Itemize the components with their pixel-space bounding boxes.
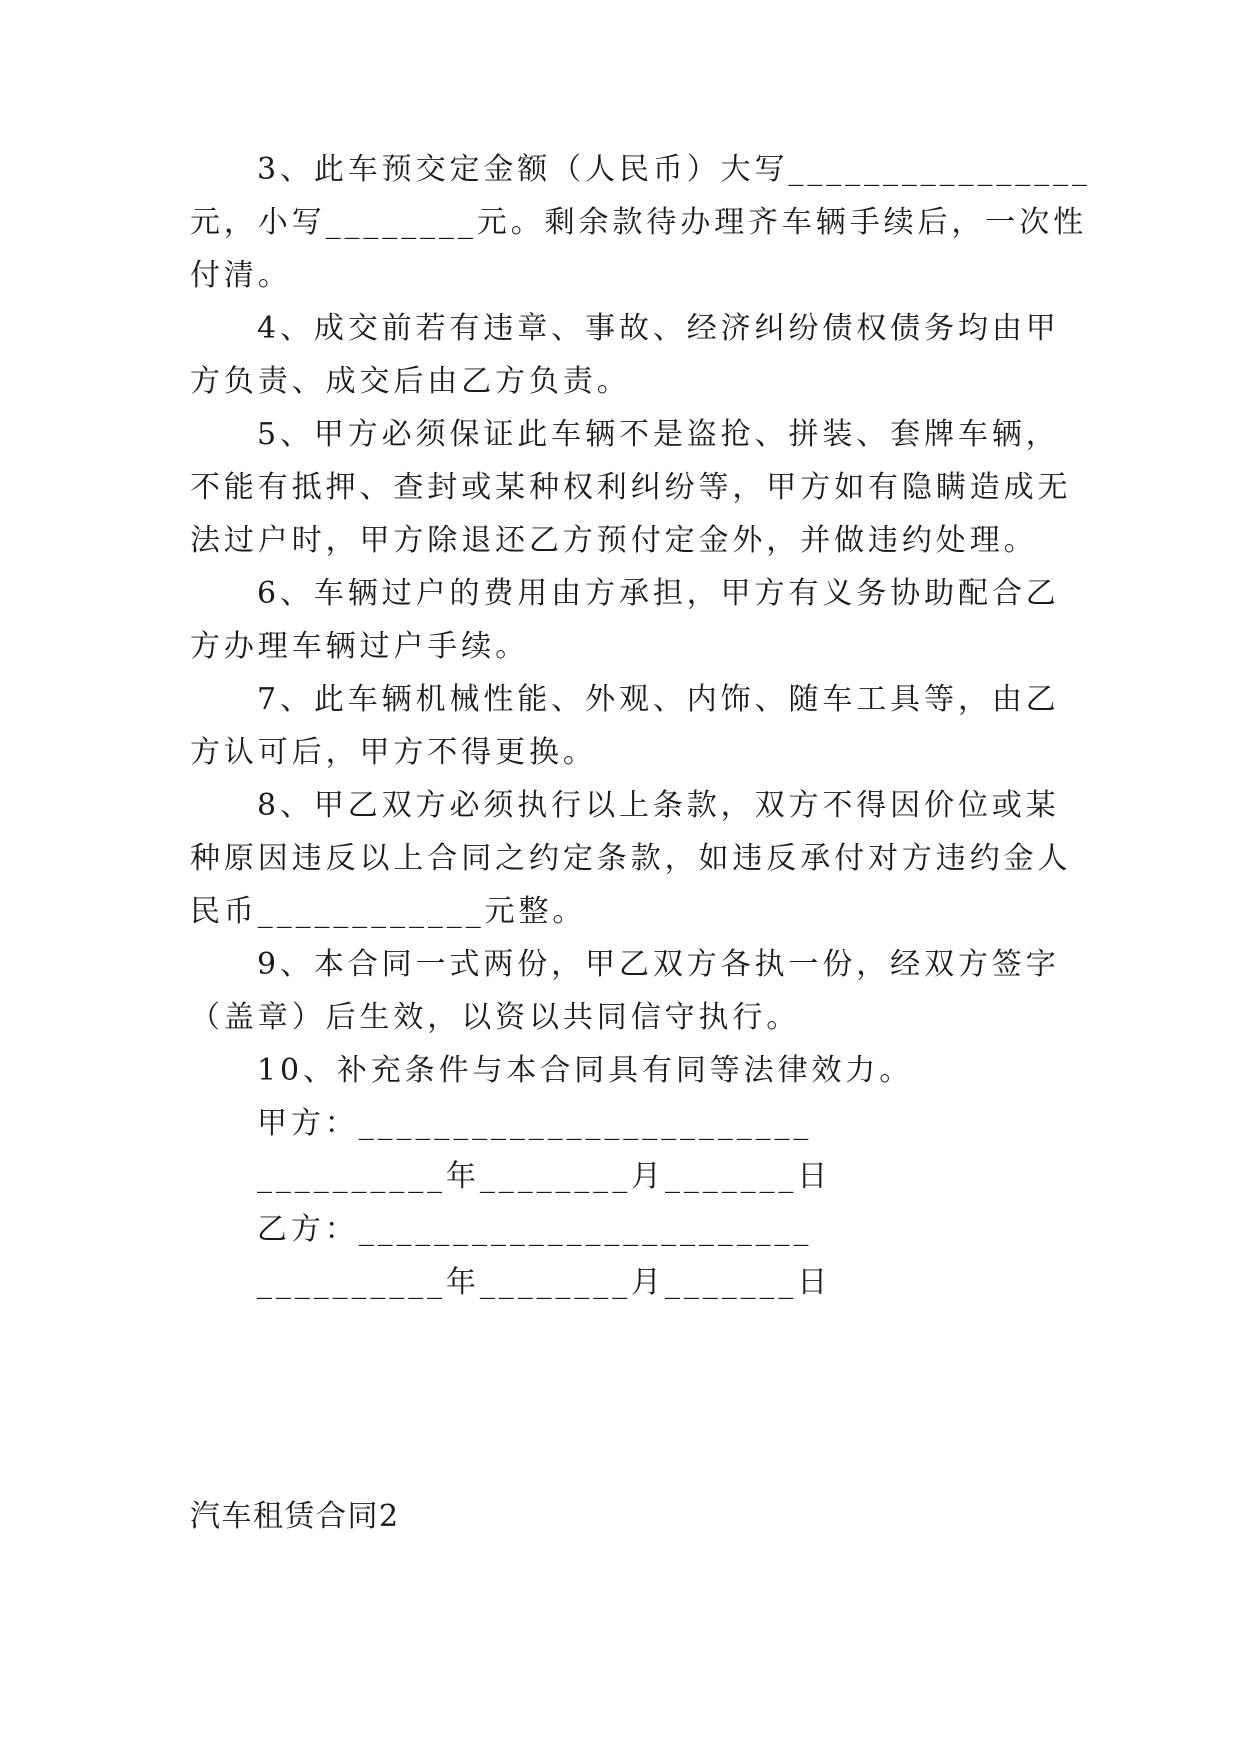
clause-5-line-3: 法过户时，甲方除退还乙方预付定金外，并做违约处理。 [190, 523, 1038, 558]
clause-4-line-1: 4、成交前若有违章、事故、经济纠纷债权债务均由甲 [257, 311, 1060, 346]
party-a-date: __________年________月_______日 [257, 1159, 832, 1194]
clause-3-line-3: 付清。 [190, 258, 292, 293]
clause-6-line-2: 方办理车辆过户手续。 [190, 629, 529, 664]
party-b-date: __________年________月_______日 [257, 1265, 832, 1300]
clause-7-line-2: 方认可后，甲方不得更换。 [190, 735, 597, 770]
clause-4-line-2: 方负责、成交后由乙方负责。 [190, 364, 631, 399]
party-a-signature: 甲方：________________________ [257, 1106, 813, 1141]
clause-6-line-1: 6、车辆过户的费用由方承担，甲方有义务协助配合乙 [257, 576, 1060, 611]
clause-8-line-1: 8、甲乙双方必须执行以上条款，双方不得因价位或某 [257, 788, 1060, 823]
next-contract-title: 汽车租赁合同2 [190, 1499, 400, 1534]
clause-5-line-2: 不能有抵押、查封或某种权利纠纷等，甲方如有隐瞒造成无 [190, 470, 1072, 505]
clause-9-line-1: 9、本合同一式两份，甲乙双方各执一份，经双方签字 [257, 947, 1060, 982]
clause-3-line-1: 3、此车预交定金额（人民币）大写________________ [257, 152, 1091, 187]
clause-9-line-2: （盖章）后生效，以资以共同信守执行。 [190, 1000, 801, 1035]
clause-5-line-1: 5、甲方必须保证此车辆不是盗抢、拼装、套牌车辆， [257, 417, 1060, 452]
clause-7-line-1: 7、此车辆机械性能、外观、内饰、随车工具等，由乙 [257, 682, 1060, 717]
party-b-signature: 乙方：________________________ [257, 1212, 813, 1247]
clause-8-line-3: 民币____________元整。 [190, 894, 587, 929]
clause-10-line-1: 10、补充条件与本合同具有同等法律效力。 [257, 1053, 914, 1088]
clause-3-line-2: 元，小写________元。剩余款待办理齐车辆手续后，一次性 [190, 205, 1087, 240]
clause-8-line-2: 种原因违反以上合同之约定条款，如违反承付对方违约金人 [190, 841, 1072, 876]
